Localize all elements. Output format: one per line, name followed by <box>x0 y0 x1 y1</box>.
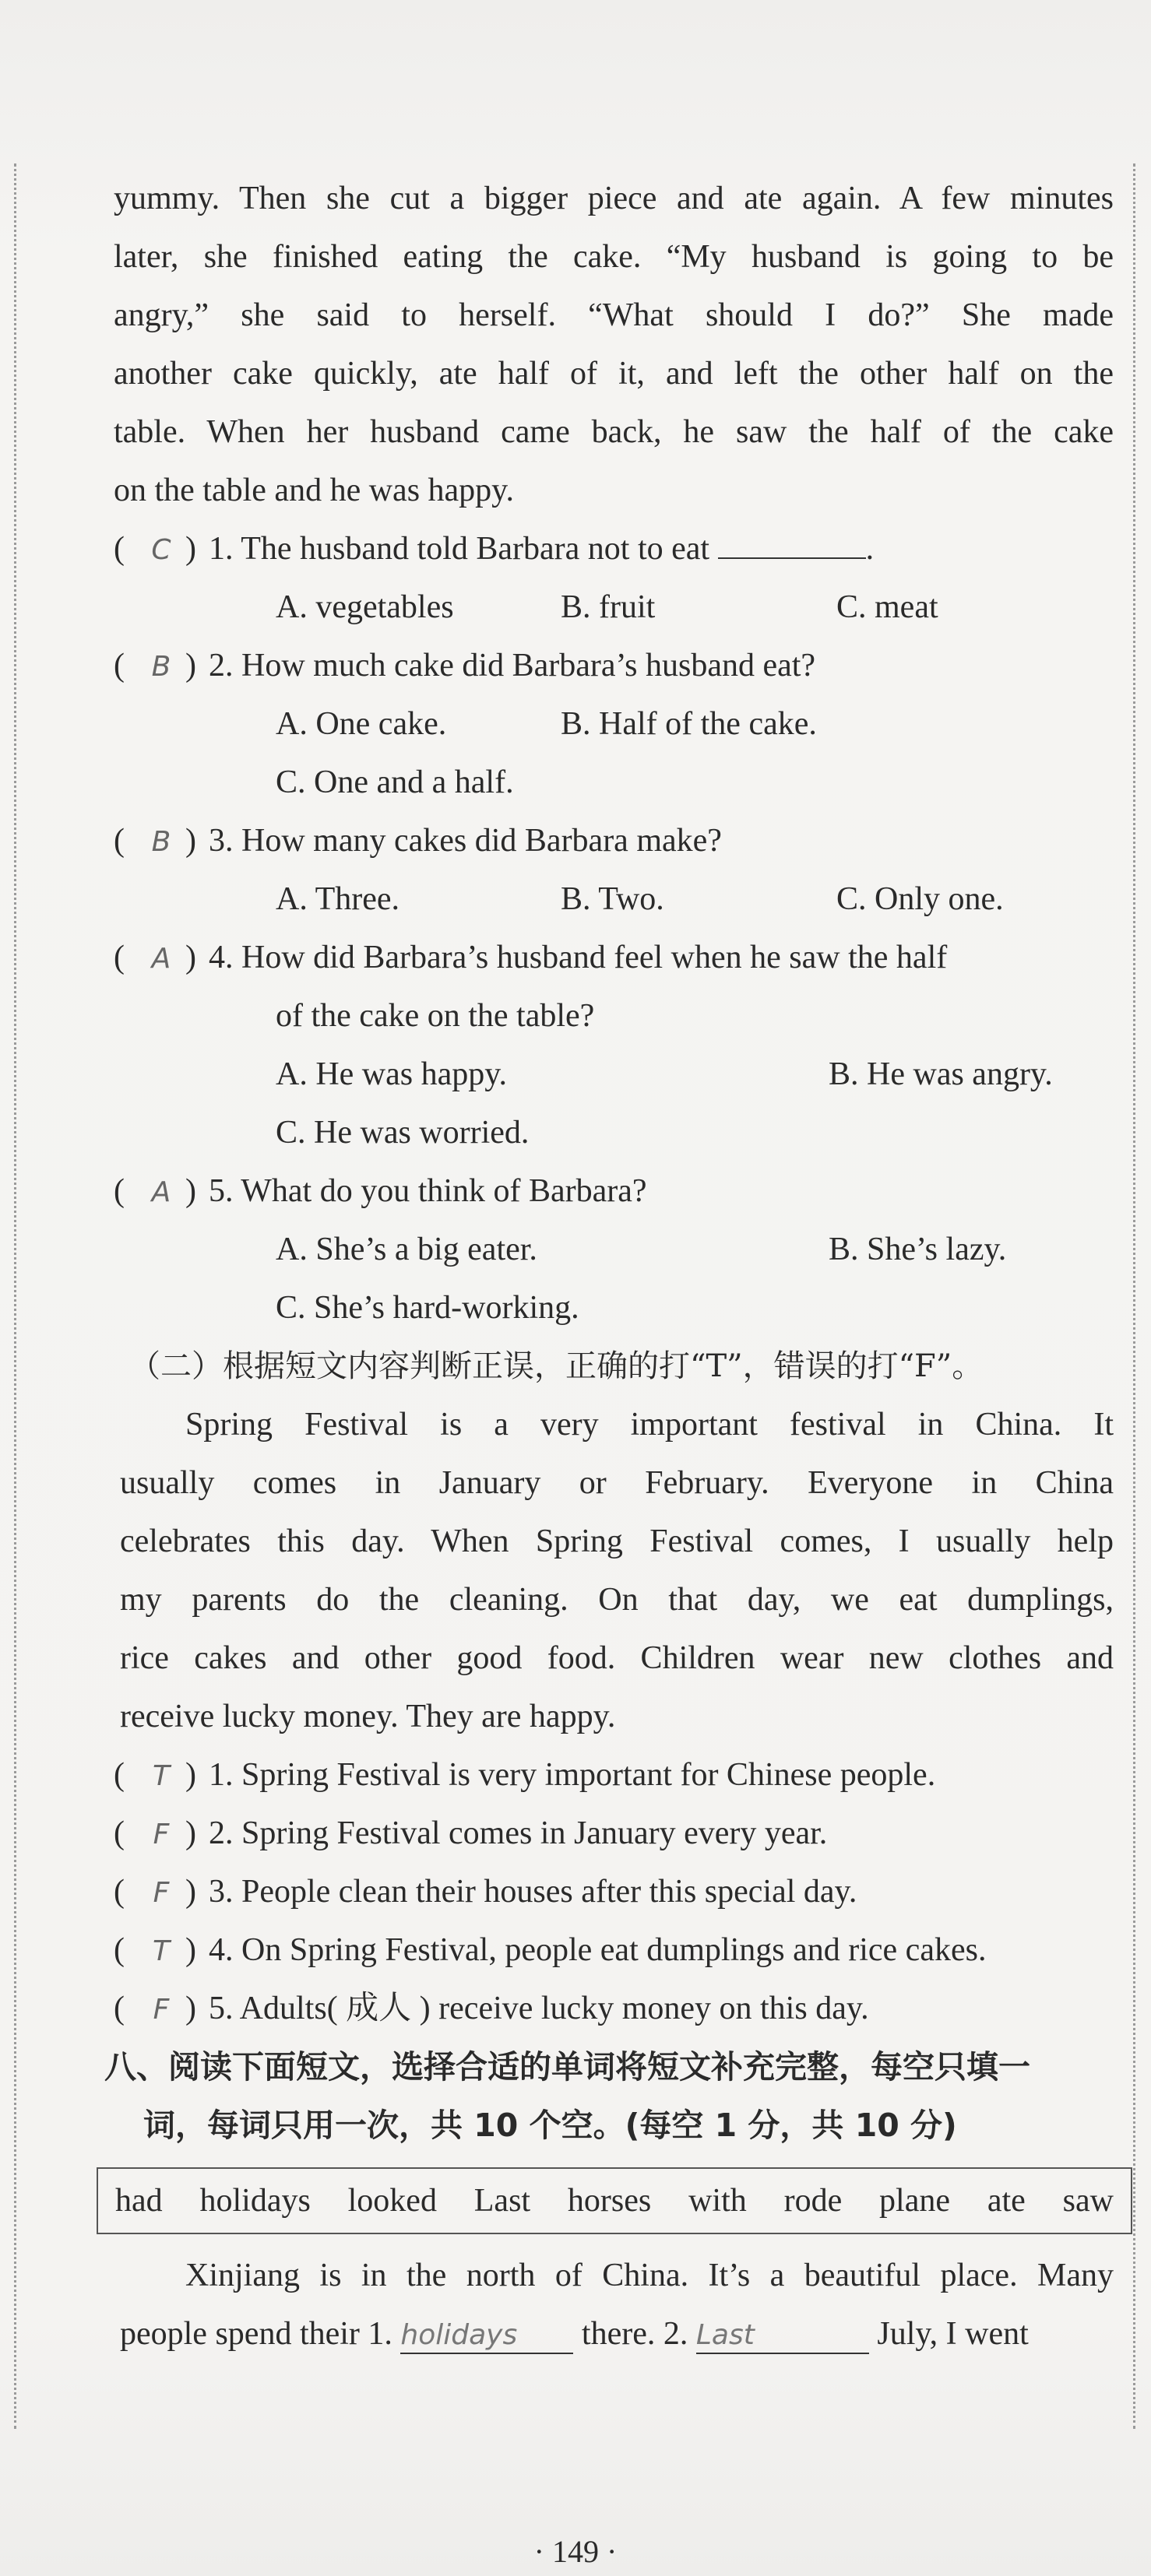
question-text: 3. People clean their houses after this special day. <box>209 1874 857 1910</box>
passage-1-continued <box>114 170 1114 520</box>
passage-line: celebrates this day. When Spring Festival comes, I usually help <box>120 1523 1114 1559</box>
page-number: · 149 · <box>533 2534 618 2569</box>
passage-line: on the table and he was happy. <box>114 473 514 508</box>
passage-line: Spring Festival is a very important festival in China. It <box>185 1407 1114 1443</box>
part-2-instruction: （二）根据短文内容判断正误，正确的打“T”，错误的打“F”。 <box>129 1348 984 1384</box>
question-text-continued: of the cake on the table? <box>276 998 595 1034</box>
options <box>114 1221 1114 1279</box>
word-bank-item: plane <box>879 2182 950 2219</box>
passage-line: Xinjiang is in the north of China. It’s a beautiful place. Many <box>185 2258 1114 2293</box>
answer-mark: A <box>151 1176 171 1208</box>
passage-line: another cake quickly, ate half of it, and left the other half on the <box>114 356 1114 392</box>
options <box>114 1046 1114 1104</box>
word-bank <box>97 2167 1132 2234</box>
question-5: ( A ) 5. What do you think of Barbara? <box>114 1162 1114 1221</box>
section-8-title-line-2: 词，每词只用一次，共 10 个空。(每空 1 分，共 10 分) <box>143 2107 957 2144</box>
word-bank-item: holidays <box>199 2182 311 2219</box>
option-a: A. He was happy. <box>276 1056 508 1092</box>
answer-mark: F <box>153 1877 170 1909</box>
answer-mark: T <box>153 1760 170 1792</box>
tf-question-3: ( F ) 3. People clean their houses after this special day. <box>114 1863 1114 1921</box>
passage-line: table. When her husband came back, he saw the half of the cake <box>114 414 1114 450</box>
option-a: A. vegetables <box>276 589 454 625</box>
section-8-title <box>104 2038 1114 2155</box>
option-a: A. She’s a big eater. <box>276 1232 537 1267</box>
passage-line: receive lucky money. They are happy. <box>120 1699 616 1734</box>
question-3: ( B ) 3. How many cakes did Barbara make? <box>114 812 1114 870</box>
fill-blank-1: holidays <box>400 2318 573 2354</box>
passage-line: angry,” she said to herself. “What should I do?” She made <box>114 297 1114 333</box>
tf-question-1: ( T ) 1. Spring Festival is very important for Chinese people. <box>114 1746 1114 1805</box>
answer-mark: C <box>151 534 171 566</box>
question-text: 4. On Spring Festival, people eat dumplings and rice cakes. <box>209 1932 987 1968</box>
option-b: B. fruit <box>561 589 656 625</box>
question-4: ( A ) 4. How did Barbara’s husband feel when he saw the half <box>114 929 1114 987</box>
tf-question-5: ( F ) 5. Adults( 成人 ) receive lucky money on this day. <box>114 1980 1114 2038</box>
option-c: C. Only one. <box>836 881 1004 917</box>
options <box>114 695 1114 754</box>
question-text: 1. The husband told Barbara not to eat <box>209 531 710 567</box>
answer-mark: A <box>151 943 171 975</box>
word-bank-item: ate <box>987 2182 1026 2219</box>
word-bank-item: rode <box>783 2182 843 2219</box>
options <box>114 1104 1114 1162</box>
tf-question-2: ( F ) 2. Spring Festival comes in January every year. <box>114 1805 1114 1863</box>
option-b: B. He was angry. <box>829 1056 1053 1092</box>
answer-mark: F <box>153 1994 170 2026</box>
answer-mark: B <box>151 826 171 858</box>
answer-mark: B <box>151 651 171 683</box>
option-c: C. meat <box>836 589 938 625</box>
answer-mark: T <box>153 1935 170 1967</box>
word-bank-item: had <box>115 2182 163 2219</box>
tf-question-4: ( T ) 4. On Spring Festival, people eat dumplings and rice cakes. <box>114 1921 1114 1980</box>
options <box>114 578 1114 637</box>
question-text: 5. What do you think of Barbara? <box>209 1173 647 1209</box>
word-bank-item: with <box>688 2182 747 2219</box>
word-bank-item: saw <box>1062 2182 1114 2219</box>
passage-line: rice cakes and other good food. Children wear new clothes and <box>120 1640 1114 1676</box>
word-bank-item: looked <box>347 2182 437 2219</box>
passage-3 <box>114 2247 1114 2363</box>
question-text: 5. Adults( 成人 ) receive lucky money on this day. <box>209 1991 869 2026</box>
passage-line: my parents do the cleaning. On that day, we eat dumplings, <box>120 1582 1114 1618</box>
options <box>114 870 1114 929</box>
passage-2 <box>114 1396 1114 1746</box>
left-margin-line <box>14 163 16 2429</box>
answer-blank <box>718 526 866 559</box>
question-text: 2. How much cake did Barbara’s husband eat? <box>209 648 816 684</box>
options <box>114 1279 1114 1337</box>
answer-mark: F <box>153 1819 170 1850</box>
word-bank-item: Last <box>473 2182 531 2219</box>
options <box>114 754 1114 812</box>
question-1: ( C ) 1. The husband told Barbara not to eat . <box>114 520 1114 578</box>
right-margin-line <box>1133 163 1135 2429</box>
option-c: C. He was worried. <box>276 1115 530 1151</box>
question-text: 3. How many cakes did Barbara make? <box>209 823 722 859</box>
option-b: B. Half of the cake. <box>561 706 817 742</box>
option-c: C. One and a half. <box>276 764 514 800</box>
option-b: B. She’s lazy. <box>829 1232 1007 1267</box>
passage-line: people spend their 1. holidays there. 2. Last July, I went <box>120 2305 1114 2363</box>
passage-line: usually comes in January or February. Everyone in China <box>120 1465 1114 1501</box>
option-a: A. Three. <box>276 881 400 917</box>
question-2: ( B ) 2. How much cake did Barbara’s husband eat? <box>114 637 1114 695</box>
section-8-title-line-1: 八、阅读下面短文，选择合适的单词将短文补充完整，每空只填一 <box>104 2048 1030 2086</box>
content <box>104 170 1114 2363</box>
option-c: C. She’s hard-working. <box>276 1290 579 1326</box>
passage-line: later, she finished eating the cake. “My husband is going to be <box>114 239 1114 275</box>
question-text: 4. How did Barbara’s husband feel when he saw the half <box>209 940 948 975</box>
question-text: 2. Spring Festival comes in January every year. <box>209 1815 828 1851</box>
word-bank-item: horses <box>567 2182 652 2219</box>
question-text: 1. Spring Festival is very important for Chinese people. <box>209 1757 936 1793</box>
fill-blank-2: Last <box>696 2318 869 2354</box>
option-a: A. One cake. <box>276 706 447 742</box>
option-b: B. Two. <box>561 881 664 917</box>
passage-line: yummy. Then she cut a bigger piece and ate again. A few minutes <box>114 181 1114 216</box>
